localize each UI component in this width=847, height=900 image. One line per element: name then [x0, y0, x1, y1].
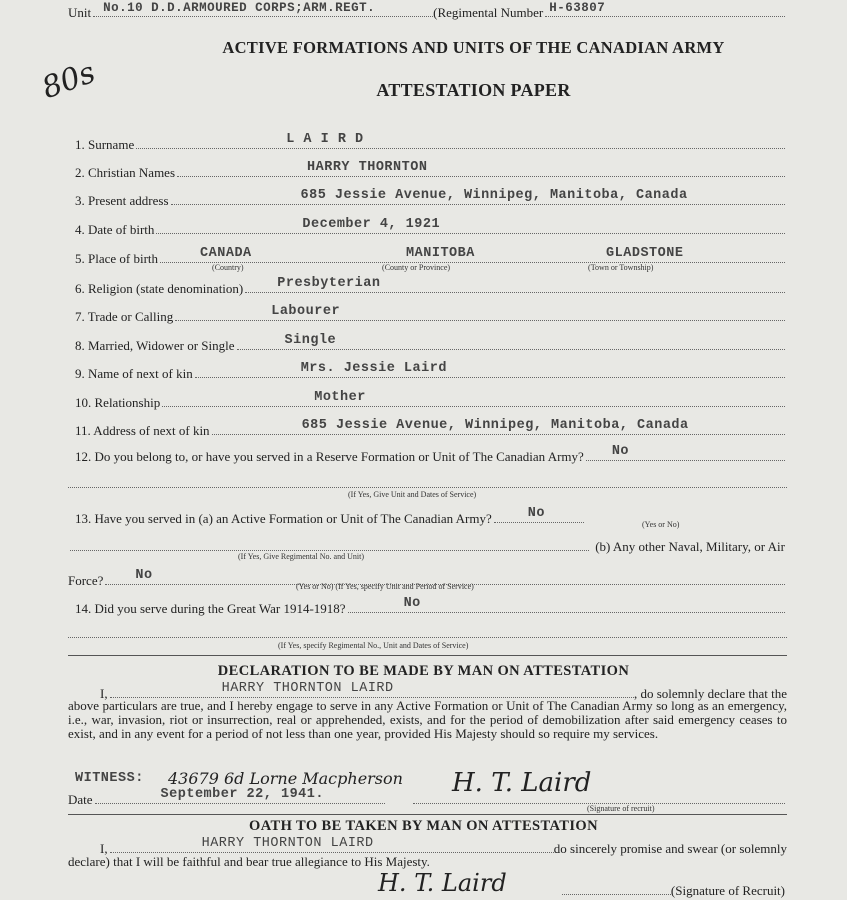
- province-caption: (County or Province): [382, 263, 451, 272]
- field-label: 9. Name of next of kin: [75, 366, 193, 381]
- recruit-signature: H. T. Laird: [452, 768, 592, 798]
- witness-signature: 43679 6d Lorne Macpherson: [168, 769, 403, 788]
- field-label: 1. Surname: [75, 137, 135, 152]
- margin-note: 80s: [37, 54, 100, 107]
- field-value: 685 Jessie Avenue, Winnipeg, Manitoba, Canada: [300, 188, 688, 203]
- force-value: No: [135, 568, 153, 583]
- town-caption: (Town or Township): [588, 263, 654, 272]
- field-label: 8. Married, Widower or Single: [75, 338, 235, 353]
- oath-body: declare) that I will be faithful and bear true allegiance to His Majesty.: [68, 854, 430, 869]
- field-present-address: [75, 190, 785, 209]
- town-value: GLADSTONE: [606, 246, 684, 261]
- date-value: September 22, 1941.: [160, 787, 324, 802]
- field-label: 5. Place of birth: [75, 251, 159, 266]
- field-christian-names: [75, 162, 785, 181]
- field-value: Single: [284, 333, 337, 348]
- field-label: 11. Address of next of kin: [75, 423, 210, 438]
- date-line: [68, 789, 785, 808]
- field-label: 4. Date of birth: [75, 222, 155, 237]
- field-value: L A I R D: [286, 132, 364, 147]
- declaration-i: I,: [100, 686, 108, 701]
- unit-line: [68, 2, 785, 21]
- field-next-of-kin: [75, 363, 785, 382]
- question-12: [75, 446, 785, 465]
- province-value: MANITOBA: [406, 246, 475, 261]
- oath-recruit-signature: H. T. Laird: [378, 869, 507, 897]
- q14-caption: (If Yes, specify Regimental No., Unit and Dates of Service): [278, 641, 469, 650]
- declaration-heading: DECLARATION TO BE MADE BY MAN ON ATTESTATION: [217, 663, 630, 679]
- unit-label: Unit: [68, 5, 92, 20]
- field-value: December 4, 1921: [302, 217, 441, 232]
- q13-caption: (If Yes, Give Regimental No. and Unit): [238, 552, 364, 561]
- field-surname: [75, 134, 785, 153]
- force-label: Force?: [68, 573, 104, 588]
- declaration-body: above particulars are true, and I hereby engage to serve in any Active Formation or Unit of The Canadian Army so long as an emergency, i.e., war, invasion, riot or insurrection, real or apprehended, exists, and for the period of demobilization after said emergency ceases to exist, and in any event for a period of not less than one year, provided His Majesty should so require my services.: [68, 698, 787, 741]
- oath-signature-line: [560, 880, 785, 899]
- yes-no-caption: (Yes or No): [642, 520, 680, 529]
- field-label: 2. Christian Names: [75, 165, 176, 180]
- oath-signature-caption: (Signature of Recruit): [670, 883, 785, 898]
- field-marital-status: [75, 335, 785, 354]
- field-religion: [75, 278, 785, 297]
- question-value: No: [611, 444, 630, 459]
- field-value: HARRY THORNTON: [307, 160, 428, 175]
- q12-caption: (If Yes, Give Unit and Dates of Service): [348, 490, 477, 499]
- oath-text: do sincerely promise and swear (or solemnly: [553, 841, 787, 856]
- oath-name: HARRY THORNTON LAIRD: [201, 836, 374, 851]
- regimental-number-value: H-63807: [549, 1, 606, 15]
- field-value: Mother: [314, 390, 366, 405]
- date-label: Date: [68, 792, 93, 807]
- field-place-of-birth: [75, 246, 785, 272]
- question-label: (b) Any other Naval, Military, or Air: [595, 539, 785, 554]
- force-caption: (Yes or No) (If Yes, specify Unit and Period of Service): [296, 582, 474, 591]
- sub-title: ATTESTATION PAPER: [376, 80, 571, 100]
- regimental-number-label: (Regimental Number: [433, 5, 544, 20]
- oath-i: I,: [100, 841, 108, 856]
- question-label: 12. Do you belong to, or have you served in a Reserve Formation or Unit of The Canadian Army?: [75, 449, 584, 464]
- question-value: No: [403, 596, 421, 611]
- dotted-line: [68, 637, 787, 638]
- question-label: 14. Did you serve during the Great War 1914-1918?: [75, 601, 346, 616]
- main-title: ACTIVE FORMATIONS AND UNITS OF THE CANADIAN ARMY: [222, 38, 725, 57]
- unit-value: No.10 D.D.ARMOURED CORPS;ARM.REGT.: [103, 1, 376, 15]
- field-next-of-kin-address: [75, 420, 785, 439]
- question-value: No: [527, 506, 545, 521]
- field-trade: [75, 306, 785, 325]
- divider: [68, 814, 787, 815]
- declaration-text: , do solemnly declare that the: [633, 686, 787, 701]
- country-caption: (Country): [212, 263, 244, 272]
- question-14: [75, 598, 785, 617]
- field-date-of-birth: [75, 219, 785, 238]
- field-value: 685 Jessie Avenue, Winnipeg, Manitoba, Canada: [301, 418, 689, 433]
- field-label: 7. Trade or Calling: [75, 309, 174, 324]
- declaration-name: HARRY THORNTON LAIRD: [221, 681, 394, 696]
- oath-heading: OATH TO BE TAKEN BY MAN ON ATTESTATION: [249, 818, 598, 834]
- country-value: CANADA: [200, 246, 252, 261]
- question-label: 13. Have you served in (a) an Active Formation or Unit of The Canadian Army?: [75, 511, 492, 526]
- field-value: Mrs. Jessie Laird: [300, 361, 447, 376]
- divider: [68, 655, 787, 656]
- field-label: 10. Relationship: [75, 395, 161, 410]
- dotted-line: [68, 487, 787, 488]
- recruit-signature-caption: (Signature of recruit): [587, 804, 655, 813]
- field-value: Labourer: [271, 304, 341, 319]
- question-13b: [68, 536, 785, 555]
- witness-label: WITNESS:: [75, 771, 144, 786]
- field-relationship: [75, 392, 785, 411]
- field-value: Presbyterian: [277, 276, 381, 291]
- field-label: 6. Religion (state denomination): [75, 281, 244, 296]
- field-label: 3. Present address: [75, 193, 169, 208]
